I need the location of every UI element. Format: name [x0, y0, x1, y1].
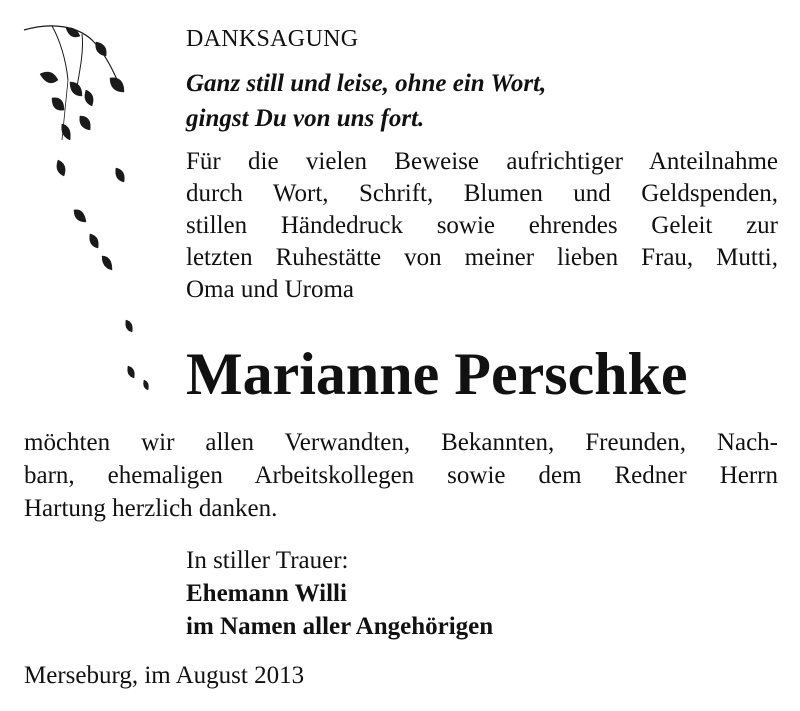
- intro-line-2: durch Wort, Schrift, Blumen und Geldspenden,: [186, 180, 778, 207]
- signoff-line-1: Ehemann Willi: [186, 580, 347, 607]
- signoff-intro: In stiller Trauer:: [186, 547, 349, 574]
- thanks-line-1: möchten wir allen Verwandten, Bekannten, Freunden, Nach-: [24, 429, 778, 456]
- falling-birch-leaves-icon: [22, 20, 162, 400]
- intro-line-4: letzten Ruhestätte von meiner lieben Frau, Mutti,: [186, 244, 778, 271]
- intro-line-5: Oma und Uroma: [186, 276, 355, 303]
- notice-heading: DANKSAGUNG: [186, 26, 359, 52]
- intro-line-3: stillen Händedruck sowie ehrendes Geleit zur: [186, 212, 778, 239]
- place-date: Merseburg, im August 2013: [24, 662, 305, 689]
- poem: [186, 66, 546, 136]
- intro-text: [186, 146, 778, 306]
- intro-line-1: Für die vielen Beweise aufrichtiger Anteilnahme: [186, 148, 778, 175]
- thanks-line-3: Hartung herzlich danken.: [24, 495, 278, 522]
- signoff: [186, 544, 493, 643]
- deceased-name: Marianne Perschke: [186, 341, 688, 407]
- poem-line-2: gingst Du von uns fort.: [186, 105, 425, 132]
- poem-line-1: Ganz still und leise, ohne ein Wort,: [186, 70, 547, 97]
- thanks-text: [24, 426, 778, 525]
- thanks-line-2: barn, ehemaligen Arbeitskollegen sowie dem Redner Herrn: [24, 462, 778, 489]
- signoff-line-2: im Namen aller Angehörigen: [186, 613, 494, 640]
